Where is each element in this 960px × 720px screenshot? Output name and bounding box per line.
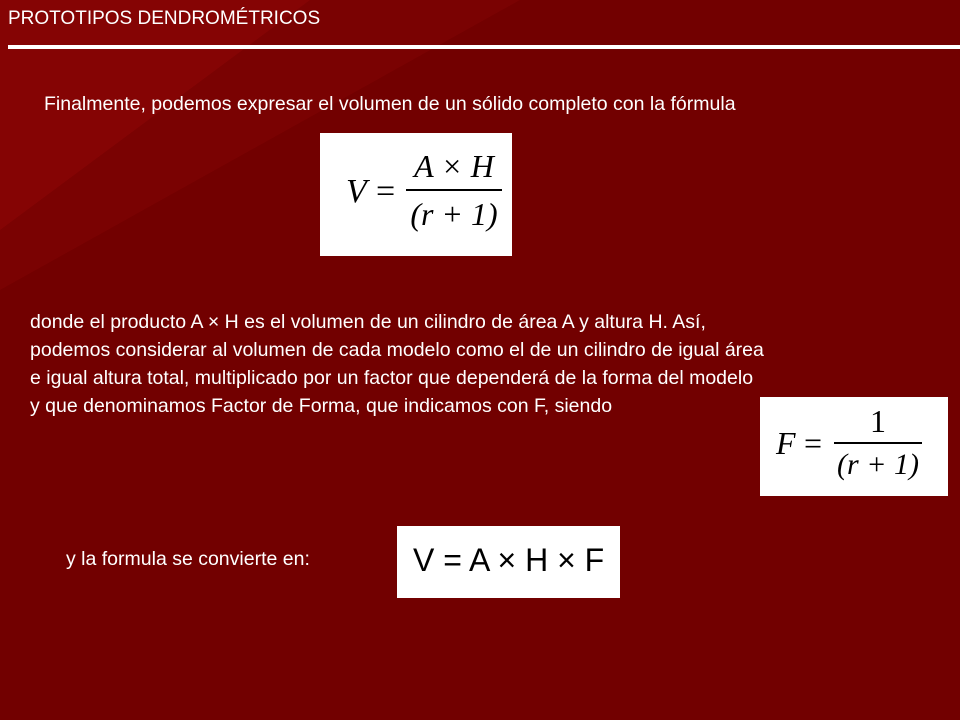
body-line-2: podemos considerar al volumen de cada modelo como el de un cilindro de igual área [30, 339, 764, 361]
intro-text: Finalmente, podemos expresar el volumen de un sólido completo con la fórmula [44, 93, 736, 115]
final-formula-text: V = A × H × F [413, 542, 605, 578]
conclusion-text: y la formula se convierte en: [66, 548, 310, 570]
fraction-bar [406, 189, 502, 191]
formula-fraction [832, 403, 924, 483]
body-line-3: e igual altura total, multiplicado por un factor que dependerá de la forma del modelo [30, 367, 754, 389]
fraction-bar [834, 442, 922, 444]
formula-equals: = [804, 425, 823, 461]
body-line-1: donde el producto A × H es el volumen de un cilindro de área A y altura H. Así, [30, 311, 706, 333]
formula-numerator: A × H [414, 148, 494, 184]
formula-denominator: (r + 1) [837, 448, 919, 481]
formula-lhs: F [776, 425, 796, 461]
formula-denominator: (r + 1) [410, 196, 498, 232]
formula-equals: = [376, 173, 396, 210]
formula-numerator: 1 [870, 403, 886, 439]
slide-title: PROTOTIPOS DENDROMÉTRICOS [8, 8, 321, 29]
final-formula [397, 526, 620, 598]
volume-formula [320, 133, 512, 256]
formula-fraction [406, 147, 502, 233]
form-factor-formula [760, 397, 948, 496]
body-line-4: y que denominamos Factor de Forma, que indicamos con F, siendo [30, 395, 613, 417]
formula-lhs: V [346, 173, 367, 210]
title-divider [8, 45, 960, 49]
